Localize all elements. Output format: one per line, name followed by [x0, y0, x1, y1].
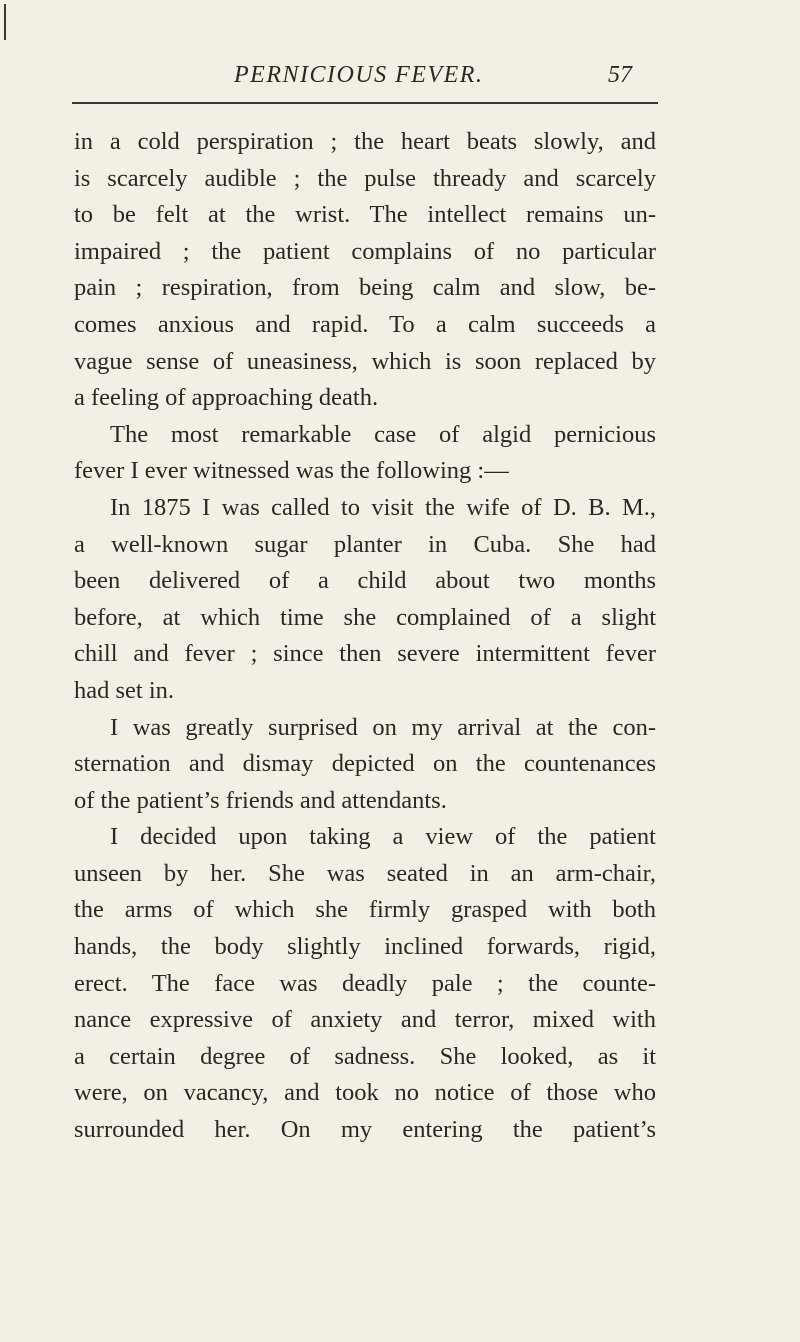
text-line: had set in. [74, 676, 175, 704]
text-line: hands, the body slightly inclined forwards, rigid, [74, 933, 656, 961]
text-line: a certain degree of sadness. She looked, as it [74, 1042, 656, 1070]
text-line: the arms of which she firmly grasped with both [74, 896, 656, 924]
text-line: sternation and dismay depicted on the countenances [74, 750, 656, 778]
text-line: were, on vacancy, and took no notice of those who [74, 1079, 656, 1107]
text-line: I decided upon taking a view of the patient [110, 823, 656, 851]
text-line: I was greatly surprised on my arrival at the con- [110, 713, 656, 741]
text-line: before, at which time she complained of a slight [74, 603, 656, 631]
text-line: of the patient’s friends and attendants. [74, 786, 447, 814]
text-line: unseen by her. She was seated in an arm-chair, [74, 859, 656, 887]
text-line: a feeling of approaching death. [74, 384, 379, 412]
text-line: a well-known sugar planter in Cuba. She had [74, 530, 656, 558]
text-line: The most remarkable case of algid pernicious [110, 420, 656, 448]
page-number: 57 [608, 62, 632, 88]
text-line: pain ; respiration, from being calm and slow, be- [74, 274, 656, 302]
running-title: PERNICIOUS FEVER. [234, 62, 484, 88]
text-line: erect. The face was deadly pale ; the counte- [74, 969, 656, 997]
header-rule [72, 102, 658, 104]
body-text [74, 124, 656, 1149]
page-edge-mark [4, 4, 6, 40]
text-line: in a cold perspiration ; the heart beats slowly, and [74, 128, 656, 155]
text-line: comes anxious and rapid. To a calm succeeds a [74, 310, 656, 338]
text-line: surrounded her. On my entering the patient’s [74, 1116, 656, 1144]
text-line: In 1875 I was called to visit the wife of D. B. M., [110, 493, 656, 521]
text-line: fever I ever witnessed was the following :— [74, 457, 509, 485]
text-line: impaired ; the patient complains of no particular [74, 237, 656, 265]
text-line: chill and fever ; since then severe intermittent fever [74, 640, 656, 668]
running-head [0, 62, 800, 98]
text-line: vague sense of uneasiness, which is soon replaced by [74, 347, 656, 375]
text-line: to be felt at the wrist. The intellect remains un- [74, 201, 656, 229]
text-line: is scarcely audible ; the pulse thready and scarcely [74, 164, 656, 192]
text-line: been delivered of a child about two months [74, 567, 656, 595]
text-line: nance expressive of anxiety and terror, mixed with [74, 1006, 656, 1034]
